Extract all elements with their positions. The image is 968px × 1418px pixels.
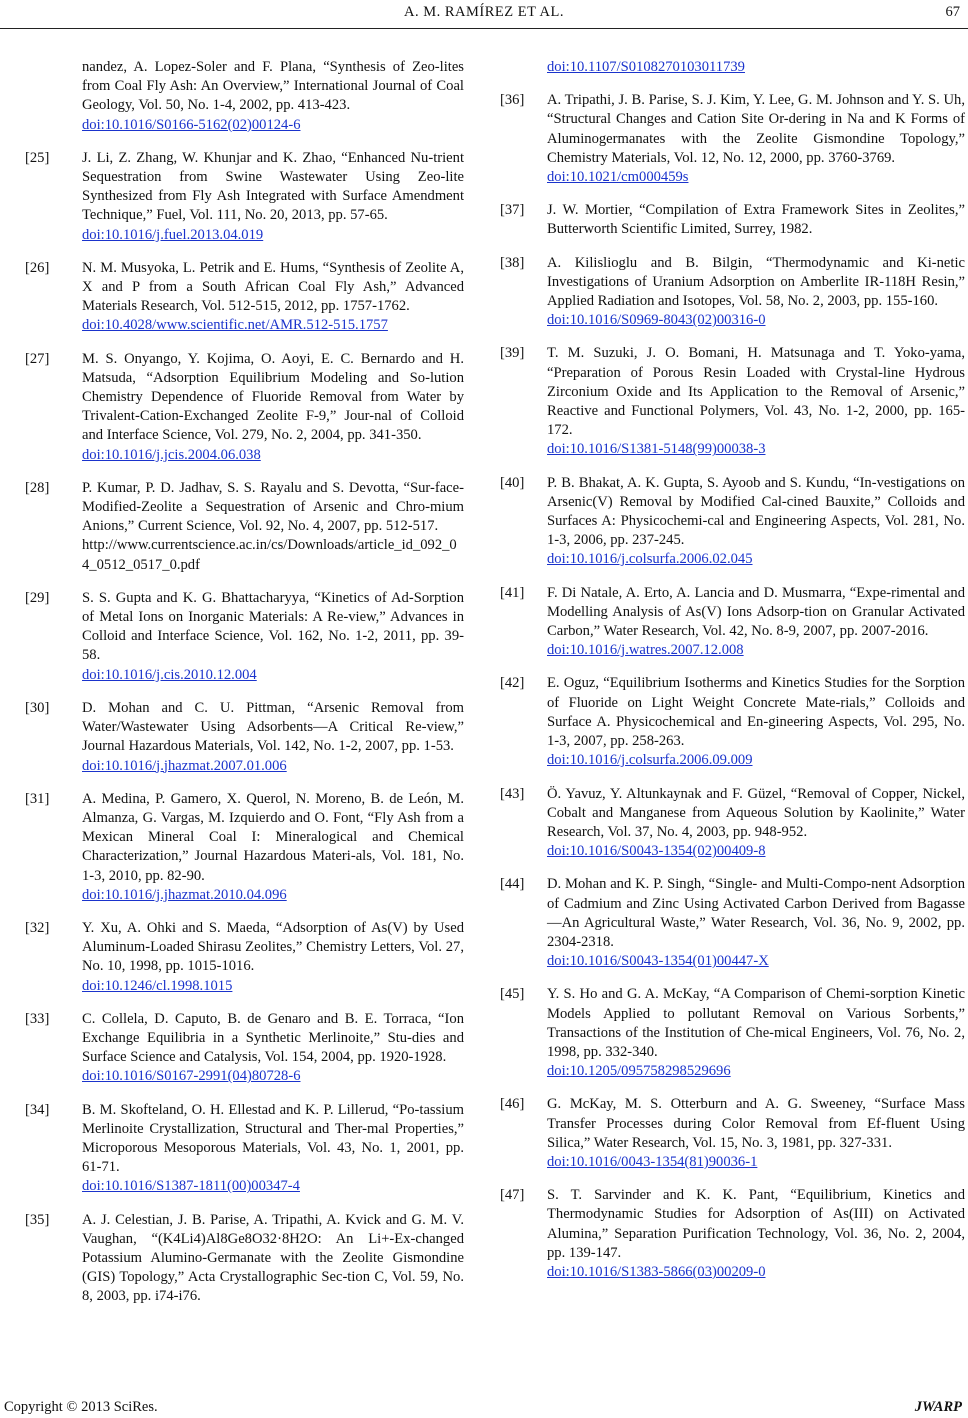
reference-text: P. B. Bhakat, A. K. Gupta, S. Ayoob and S. Kundu, “In-vestigations on Arsenic(V) Removal by Modified Cal-cined Bauxite,” Colloids and Surfaces A: Physicochemi-cal and Engineering Aspects, Vol. 281, No. 1-3, 2006, pp. 237-245.	[547, 474, 965, 549]
reference-text: S. S. Gupta and K. G. Bhattacharyya, “Kinetics of Ad-Sorption of Metal Ions on Inorganic Materials: A Re-view,” Advances in Colloid and Interface Science, Vol. 162, No. 1-2, 2011, pp. 39-58.	[82, 589, 464, 664]
doi-link[interactable]: doi:10.1016/S1387-1811(00)00347-4	[82, 1178, 300, 1195]
reference-number: [43]	[500, 785, 525, 802]
reference-entry	[500, 1095, 965, 1172]
journal-abbrev: JWARP	[914, 1399, 962, 1415]
reference-text: C. Collela, D. Caputo, B. de Genaro and B. E. Torraca, “Ion Exchange Equilibria in a Synthetic Merlinoite,” Stu-dies and Surface Science and Catalysis, Vol. 154, 2004, pp. 1920-1928.	[82, 1010, 464, 1066]
reference-number: [46]	[500, 1096, 525, 1113]
doi-link[interactable]: doi:10.1016/j.jhazmat.2007.01.006	[82, 757, 287, 774]
reference-entry	[500, 201, 965, 239]
reference-number: [33]	[25, 1010, 50, 1027]
reference-entry	[25, 479, 464, 575]
reference-text: Y. Xu, A. Ohki and S. Maeda, “Adsorption of As(V) by Used Aluminum-Loaded Shirasu Zeolites,” Chemistry Letters, Vol. 27, No. 10, 1998, pp. 1015-1016.	[82, 919, 464, 975]
doi-link[interactable]: doi:10.1016/j.cis.2010.12.004	[82, 666, 257, 683]
reference-entry	[25, 259, 464, 336]
reference-number: [30]	[25, 699, 50, 716]
right-column	[500, 58, 965, 1296]
left-column	[25, 58, 464, 1321]
reference-entry	[500, 254, 965, 331]
reference-number: [28]	[25, 479, 50, 496]
doi-link[interactable]: doi:10.1016/j.jcis.2004.06.038	[82, 446, 261, 463]
reference-text: A. Medina, P. Gamero, X. Querol, N. Moreno, B. de León, M. Almanza, G. Vargas, M. Izquierdo and O. Font, “Fly Ash from a Mexican Mineral Coal I: Mineralogical and Chemical Characterization,” Journal Hazardous Materi-als, Vol. 181, No. 1-3, 2010, pp. 82-90.	[82, 790, 464, 884]
reference-number: [34]	[25, 1101, 50, 1118]
reference-entry	[500, 1186, 965, 1282]
reference-text: nandez, A. Lopez-Soler and F. Plana, “Synthesis of Zeo-lites from Coal Fly Ash: An Overview,” International Journal of Coal Geology, Vol. 50, No. 1-4, 2002, pp. 413-423.	[82, 59, 464, 114]
reference-text: T. M. Suzuki, J. O. Bomani, H. Matsunaga and T. Yoko-yama, “Preparation of Porous Resin Loaded with Crystal-line Hydrous Zirconium Oxide and Its Application to the Removal of Arsenic,” Reactive and Functional Polymers, Vol. 43, No. 1-2, 2000, pp. 165-172.	[547, 345, 965, 439]
reference-text: J. W. Mortier, “Compilation of Extra Framework Sites in Zeolites,” Butterworth Scientific Limited, Surrey, 1982.	[547, 202, 965, 238]
reference-number: [44]	[500, 876, 525, 893]
reference-entry	[25, 1101, 464, 1197]
reference-number: [31]	[25, 790, 50, 807]
reference-entry	[25, 589, 464, 685]
reference-entry	[500, 91, 965, 187]
reference-number: [26]	[25, 259, 50, 276]
reference-text: J. Li, Z. Zhang, W. Khunjar and K. Zhao, “Enhanced Nu-trient Sequestration from Swine Wastewater Using Zeo-lite Synthesized from Fly Ash Integrated with Surface Amendment Technique,” Fuel, Vol. 111, No. 20, 2013, pp. 57-65.	[82, 149, 464, 224]
reference-number: [27]	[25, 350, 50, 367]
reference-url[interactable]: http://www.currentscience.ac.in/cs/Downloads/article_id_092_04_0512_0517_0.pdf	[82, 537, 457, 573]
reference-text: A. Tripathi, J. B. Parise, S. J. Kim, Y. Lee, G. M. Johnson and Y. S. Uh, “Structural Changes and Cation Site Or-dering in Na and K Forms of Aluminogermanates with the Zeolite Gismondine Topology,” Chemistry Materials, Vol. 12, No. 12, 2000, pp. 3760-3769.	[547, 92, 965, 166]
doi-link[interactable]: doi:10.1016/j.colsurfa.2006.02.045	[547, 551, 753, 568]
doi-link[interactable]: doi:10.1016/j.watres.2007.12.008	[547, 642, 744, 659]
reference-entry	[500, 985, 965, 1081]
doi-link[interactable]: doi:10.1016/j.fuel.2013.04.019	[82, 226, 264, 243]
reference-number: [39]	[500, 345, 525, 362]
reference-text: Y. S. Ho and G. A. McKay, “A Comparison of Chemi-sorption Kinetic Models Applied to pollutant Removal on Various Sorbents,” Transactions of the Institution of Che-mical Engineers, Vol. 76, No. 2, 1998, pp. 332-340.	[547, 986, 965, 1060]
running-head: A. M. RAMÍREZ ET AL.	[404, 4, 564, 20]
reference-text: A. Kilislioglu and B. Bilgin, “Thermodynamic and Ki-netic Investigations of Uranium Adsorption on Amberlite IR-118H Resin,” Applied Radiation and Isotopes, Vol. 58, No. 2, 2003, pp. 155-160.	[547, 254, 965, 310]
doi-link[interactable]: doi:10.1016/j.colsurfa.2006.09.009	[547, 752, 753, 769]
reference-entry	[500, 474, 965, 570]
page-header	[0, 0, 968, 29]
reference-entry	[500, 785, 965, 862]
reference-text: M. S. Onyango, Y. Kojima, O. Aoyi, E. C. Bernardo and H. Matsuda, “Adsorption Equilibrium Modeling and So-lution Chemistry Dependence of Fluoride Removal from Water by Trivalent-Cation-Exchanged Zeolite F-9,” Jour-nal of Colloid and Interface Science, Vol. 279, No. 2, 2004, pp. 341-350.	[82, 350, 464, 444]
doi-link[interactable]: doi:10.1107/S0108270103011739	[547, 59, 745, 75]
reference-entry	[25, 149, 464, 245]
reference-number: [41]	[500, 584, 525, 601]
doi-link[interactable]: doi:10.1016/S0043-1354(02)00409-8	[547, 843, 766, 860]
reference-number: [42]	[500, 675, 525, 692]
reference-text: N. M. Musyoka, L. Petrik and E. Hums, “Synthesis of Zeolite A, X and P from a South African Coal Fly Ash,” Advanced Materials Research, Vol. 512-515, 2012, pp. 1757-1762.	[82, 259, 464, 315]
reference-entry	[25, 350, 464, 465]
reference-entry	[25, 1211, 464, 1307]
reference-text: P. Kumar, P. D. Jadhav, S. S. Rayalu and S. Devotta, “Sur-face-Modified-Zeolite a Sequestration of Arsenic and Chro-mium Anions,” Current Science, Vol. 92, No. 4, 2007, pp. 512-517.	[82, 479, 464, 535]
reference-number: [45]	[500, 986, 525, 1003]
doi-link[interactable]: doi:10.1016/0043-1354(81)90036-1	[547, 1153, 758, 1170]
reference-text: G. McKay, M. S. Otterburn and A. G. Sweeney, “Surface Mass Transfer Processes during Color Removal from Ef-fluent Using Silica,” Water Research, Vol. 15, No. 3, 1981, pp. 327-331.	[547, 1096, 965, 1151]
reference-number: [29]	[25, 589, 50, 606]
reference-number: [35]	[25, 1211, 50, 1228]
doi-link[interactable]: doi:10.1016/S1383-5866(03)00209-0	[547, 1263, 766, 1280]
reference-text: D. Mohan and K. P. Singh, “Single- and Multi-Compo-nent Adsorption of Cadmium and Zinc Using Activated Carbon Derived from Bagasse—An Agricultural Waste,” Water Research, Vol. 36, No. 9, 2002, pp. 2304-2318.	[547, 876, 965, 950]
reference-entry	[500, 344, 965, 459]
reference-entry	[40, 58, 464, 135]
reference-entry	[25, 790, 464, 905]
reference-text: B. M. Skofteland, O. H. Ellestad and K. P. Lillerud, “Po-tassium Merlinoite Crystallization, Structural and Ther-mal Properties,” Microporous Mesoporous Materials, Vol. 43, No. 1, 2001, pp. 61-71.	[82, 1101, 464, 1176]
doi-link[interactable]: doi:10.1016/S0166-5162(02)00124-6	[82, 116, 301, 133]
doi-link[interactable]: doi:10.1016/S1381-5148(99)00038-3	[547, 441, 766, 458]
reference-number: [38]	[500, 254, 525, 271]
reference-entry	[500, 875, 965, 971]
reference-number: [25]	[25, 149, 50, 166]
reference-number: [40]	[500, 474, 525, 491]
doi-link[interactable]: doi:10.1246/cl.1998.1015	[82, 977, 233, 994]
doi-link[interactable]: doi:10.1016/S0969-8043(02)00316-0	[547, 312, 766, 329]
doi-link[interactable]: doi:10.1016/S0167-2991(04)80728-6	[82, 1068, 301, 1085]
reference-number: [32]	[25, 919, 50, 936]
reference-text: F. Di Natale, A. Erto, A. Lancia and D. Musmarra, “Expe-rimental and Modelling Analysis of As(V) Ions Adsorp-tion on Granular Activated Carbon,” Water Research, Vol. 42, No. 8-9, 2007, pp. 2007-2016.	[547, 584, 965, 640]
copyright-notice: Copyright © 2013 SciRes.	[4, 1399, 158, 1415]
doi-link[interactable]: doi:10.1205/095758298529696	[547, 1063, 731, 1080]
reference-text: S. T. Sarvinder and K. K. Pant, “Equilibrium, Kinetics and Thermodynamic Studies for Adsorption of As(III) on Activated Alumina,” Separation Purification Technology, Vol. 36, No. 2, 2004, pp. 139-147.	[547, 1187, 965, 1261]
reference-entry	[25, 1010, 464, 1087]
reference-entry	[500, 674, 965, 770]
reference-number: [47]	[500, 1187, 525, 1204]
doi-link[interactable]: doi:10.1021/cm000459s	[547, 169, 689, 186]
reference-number: [36]	[500, 92, 525, 109]
reference-entry	[25, 919, 464, 996]
page-number: 67	[945, 4, 960, 20]
reference-text: A. J. Celestian, J. B. Parise, A. Tripathi, A. Kvick and G. M. V. Vaughan, “(K4Li4)Al8Ge8O32·8H2O: An Li+-Ex-changed Potassium Alumino-Germanate with the Zeolite Gismondine (GIS) Topology,” Acta Crystallographic Sec-tion C, Vol. 59, No. 8, 2003, pp. i74-i76.	[82, 1211, 464, 1305]
doi-link[interactable]: doi:10.1016/S0043-1354(01)00447-X	[547, 953, 769, 970]
reference-text: Ö. Yavuz, Y. Altunkaynak and F. Güzel, “Removal of Copper, Nickel, Cobalt and Manganese from Aqueous Solution by Kaolinite,” Water Research, Vol. 37, No. 4, 2003, pp. 948-952.	[547, 785, 965, 840]
doi-link[interactable]: doi:10.1016/j.jhazmat.2010.04.096	[82, 886, 287, 903]
reference-number: [37]	[500, 202, 525, 219]
reference-entry	[505, 58, 965, 77]
doi-link[interactable]: doi:10.4028/www.scientific.net/AMR.512-515.1757	[82, 317, 388, 334]
page-footer	[0, 1393, 968, 1418]
reference-text: D. Mohan and C. U. Pittman, “Arsenic Removal from Water/Wastewater Using Adsorbents—A Critical Re-view,” Journal Hazardous Materials, Vol. 142, No. 1-2, 2007, pp. 1-53.	[82, 699, 464, 755]
reference-entry	[25, 699, 464, 776]
reference-entry	[500, 584, 965, 661]
reference-text: E. Oguz, “Equilibrium Isotherms and Kinetics Studies for the Sorption of Fluoride on Light Weight Concrete Mate-rials,” Colloids and Surface A. Physicochemical and En-gineering Aspects, Vol. 295, No. 1-3, 2007, pp. 258-263.	[547, 675, 965, 750]
